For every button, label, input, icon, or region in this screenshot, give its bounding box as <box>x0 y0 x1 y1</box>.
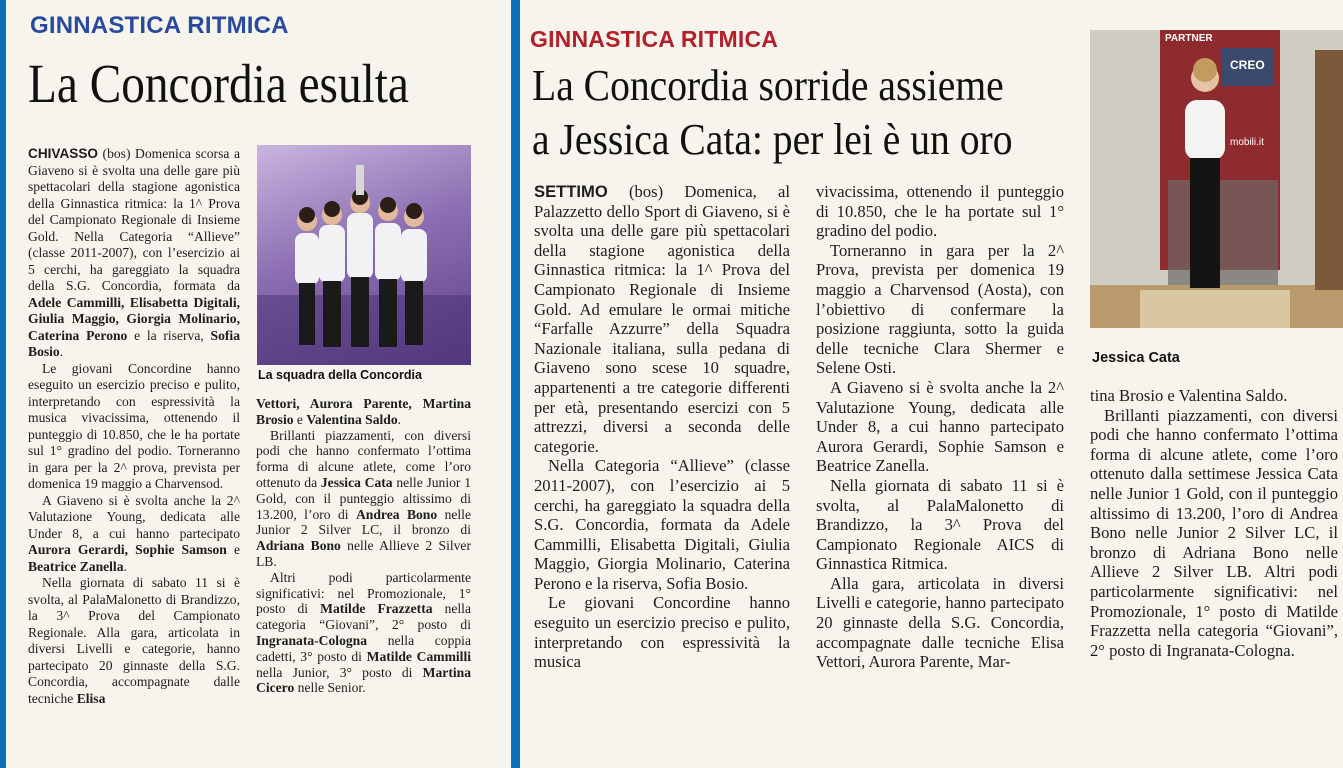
right-paragraph: Alla gara, articolata in diversi Livelli e categorie, hanno partecipato 20 ginnaste della S.G. Concordia, accompagnate dalle tecniche Elisa Vettori, Aurora Parente, Mar- <box>816 573 1064 672</box>
left-paragraph: Altri podi particolarmente significativi: nel Promozionale, 1° posto di Matilde Frazzetta nella categoria “Giovani”, 2° posto di Ingranata-Cologna nella coppia cadetti, 3° posto di Matilde Cammilli nella Junior, 3° posto di Martina Cicero nelle Senior. <box>256 569 471 696</box>
right-paragraph: Brillanti piazzamenti, con diversi podi che hanno confermato l’ottima forma di alcune atlete, come l’oro ottenuto dalla settimese Jessica Cata nelle Junior 1 Gold, con il punteggio altissimo di 13.200, l’oro di Andrea Bono nelle Junior 2 Silver LC, il bronzo di Adriana Bono nelle Allieve 2 Silver LB. Altri podi particolarmente significativi: nel Promozionale, 1° posto di Matilde Frazzetta nella categoria “Giovani”, 2° posto di Ingranata-Cologna. <box>1090 405 1338 660</box>
left-paragraph: Le giovani Concordine hanno eseguito un esercizio preciso e pulito, interpretando con espressività la musica vivacissima, ottenendo il punteggio di 10.850, che le ha portate sul 1° gradino del podio. Torneranno in gara per la 2^ prova, prevista per domenica 19 maggio a Charvensod. <box>28 360 240 491</box>
right-headline-line-2: a Jessica Cata: per lei è un oro <box>532 115 1013 164</box>
team-photo-caption: La squadra della Concordia <box>258 368 422 382</box>
left-paragraph: CHIVASSO (bos) Domenica scorsa a Giaveno si è svolta una delle gare più spettacolari della stagione agonistica della Ginnastica ritmica: la 1^ Prova del Campionato Regionale di Insieme Gold. Nella Categoria “Allieve” (classe 2011-2007), con l’esercizio ai 5 cerchi, ha gareggiato la squadra della S.G. Concordia, formata da Adele Cammilli, Elisabetta Digitali, Giulia Maggio, Giorgia Molinario, Caterina Perono e la riserva, Sofia Bosio. <box>28 146 240 359</box>
left-paragraph: Vettori, Aurora Parente, Martina Brosio e Valentina Saldo. <box>256 396 471 427</box>
right-paragraph: SETTIMO (bos) Domenica, al Palazzetto dello Sport di Giaveno, si è svolta una delle gare più spettacolari della stagione agonistica della Ginnastica ritmica: la 1^ Prova del Campionato Regionale di Insieme Gold. Ad emulare le ormai mitiche “Farfalle Azzurre” della Squadra Nazionale italiana, sulla pedana di Giaveno sono scese 10 squadre, appartenenti a tre categorie differenti per età, presentando esercizi con 5 attrezzi, diversi a seconda delle categorie. <box>534 182 790 456</box>
photo-sign-partner: PARTNER <box>1165 33 1213 44</box>
right-headline-line-1: La Concordia sorride assieme <box>532 61 1004 110</box>
left-dateline: CHIVASSO <box>28 146 98 161</box>
right-article-clipping <box>520 0 1343 768</box>
right-paragraph: vivacissima, ottenendo il punteggio di 10.850, che le ha portate sul 1° gradino del podio. <box>816 182 1064 241</box>
right-paragraph: Nella Categoria “Allieve” (classe 2011-2007), con l’esercizio ai 5 cerchi, ha gareggiato la squadra della S.G. Concordia, formata da Adele Cammilli, Elisabetta Digitali, Giulia Maggio, Giorgia Molinario, Caterina Perono e la riserva, Sofia Bosio. <box>534 456 790 593</box>
left-article-clipping <box>6 0 511 768</box>
photo-sign-creo: CREO <box>1230 58 1265 72</box>
athlete-photo-caption: Jessica Cata <box>1092 350 1180 366</box>
athlete-photo-illustration <box>1090 30 1343 328</box>
athlete-photo <box>1090 30 1343 328</box>
right-paragraph: A Giaveno si è svolta anche la 2^ Valutazione Young, dedicata alle Under 8, a cui hanno partecipato Aurora Gerardi, Sophie Samson e Beatrice Zanella. <box>816 377 1064 476</box>
right-paragraph: Le giovani Concordine hanno eseguito un esercizio preciso e pulito, interpretando con espressività la musica <box>534 593 790 672</box>
left-kicker: GINNASTICA RITMICA <box>30 12 289 39</box>
left-paragraph: A Giaveno si è svolta anche la 2^ Valutazione Young, dedicata alle Under 8, a cui hanno partecipato Aurora Gerardi, Sophie Samson e Beatrice Zanella. <box>28 492 240 574</box>
right-column-1 <box>534 182 790 768</box>
team-photo-illustration <box>257 145 471 365</box>
right-column-2 <box>816 182 1064 768</box>
right-dateline: SETTIMO <box>534 182 608 201</box>
right-column-3 <box>1090 386 1338 768</box>
right-paragraph: tina Brosio e Valentina Saldo. <box>1090 386 1288 405</box>
left-headline: La Concordia esulta <box>28 53 409 114</box>
left-column-2 <box>256 396 471 768</box>
right-paragraph: Torneranno in gara per la 2^ Prova, prevista per domenica 19 maggio a Charvensod (Aosta), con l’obiettivo di confermare la posizione raggiunta, sotto la guida delle tecniche Clara Shermer e Selene Osti. <box>816 240 1064 378</box>
team-photo <box>257 145 471 365</box>
left-paragraph: Nella giornata di sabato 11 si è svolta, al PalaMalonetto di Brandizzo, la 3^ Prova del Campionato Regionale. Alla gara, articolata in diversi Livelli e categorie, hanno partecipato 20 ginnaste della S.G. Concordia, accompagnate dalle tecniche Elisa <box>28 575 240 706</box>
right-kicker: GINNASTICA RITMICA <box>530 26 779 52</box>
left-column-1 <box>28 146 240 768</box>
left-paragraph: Brillanti piazzamenti, con diversi podi che hanno confermato l’ottima forma di alcune atlete, come l’oro ottenuto da Jessica Cata nelle Junior 1 Gold, con il punteggio altissimo di 13.200, l’oro di Andrea Bono nelle Junior 2 Silver LC, il bronzo di Adriana Bono nelle Allieve 2 Silver LB. <box>256 427 471 569</box>
photo-sign-mobili: mobili.it <box>1230 137 1264 148</box>
right-paragraph: Nella giornata di sabato 11 si è svolta, al PalaMalonetto di Brandizzo, la 3^ Prova del Campionato Regionale AICS di Ginnastica Ritmica. <box>816 475 1064 574</box>
